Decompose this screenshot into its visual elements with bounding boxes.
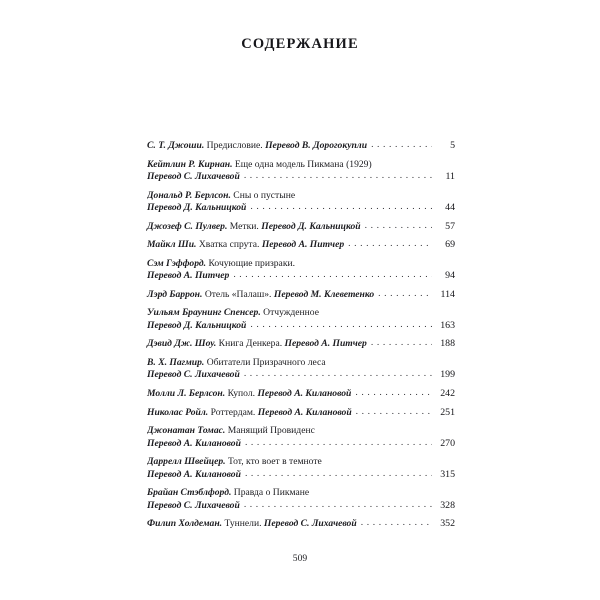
dot-leader — [244, 499, 432, 508]
toc-entry-text — [147, 221, 364, 233]
dot-leader — [348, 238, 432, 247]
toc-entry-text — [147, 500, 243, 512]
table-of-contents-list — [147, 140, 455, 537]
toc-entry-text — [147, 338, 370, 350]
toc-entry-page-number: 114 — [440, 288, 455, 300]
dot-leader — [244, 170, 432, 179]
dot-leader — [245, 437, 432, 446]
toc-entry-leader-line — [147, 320, 455, 332]
toc-entry-title: Туннели. — [224, 518, 262, 530]
toc-entry-leader-line — [147, 388, 455, 400]
toc-entry[interactable] — [147, 487, 455, 512]
dot-leader — [356, 406, 432, 415]
toc-entry-title: Еще одна модель Пикмана (1929) — [234, 158, 372, 170]
dot-leader — [371, 337, 432, 346]
toc-entry-leader-line — [147, 518, 455, 530]
toc-entry-author: Даррелл Швейцер. — [147, 456, 226, 468]
toc-entry-title: Роттердам. — [210, 406, 256, 418]
toc-entry-text — [147, 469, 244, 481]
toc-entry-title: Правда о Пикмане — [233, 487, 310, 499]
toc-entry[interactable] — [147, 140, 455, 152]
dot-leader — [245, 468, 432, 477]
toc-entry[interactable] — [147, 388, 455, 400]
toc-entry[interactable] — [147, 159, 455, 184]
toc-entry-leader-line — [147, 407, 455, 419]
toc-entry[interactable] — [147, 289, 455, 301]
toc-entry-translator: Перевод Д. Кальницкой — [147, 319, 247, 331]
toc-entry-page-number: 352 — [440, 518, 455, 530]
toc-entry-translator: Перевод С. Лихачевой — [147, 499, 240, 511]
toc-entry-text — [147, 140, 370, 152]
toc-entry-title: Тот, кто воет в темноте — [227, 456, 322, 468]
dot-leader — [233, 269, 432, 278]
toc-entry[interactable] — [147, 425, 455, 450]
toc-entry[interactable] — [147, 518, 455, 530]
toc-entry-page-number: 163 — [440, 319, 455, 331]
toc-entry-page-number: 242 — [440, 387, 455, 399]
toc-entry-page-number: 57 — [445, 220, 455, 232]
toc-entry[interactable] — [147, 307, 455, 332]
toc-entry-page-number: 5 — [450, 140, 455, 151]
dot-leader — [250, 201, 432, 210]
toc-entry-author: Молли Л. Берлсон. — [147, 387, 226, 399]
toc-entry-translator: Перевод Д. Кальницкой — [147, 202, 247, 213]
toc-entry-text — [147, 518, 360, 530]
toc-entry-title: Метки. — [229, 220, 259, 232]
dot-leader — [355, 387, 432, 396]
dot-leader — [365, 220, 432, 229]
toc-entry-page-number: 44 — [445, 202, 455, 213]
toc-entry-author: Джонатан Томас. — [147, 425, 226, 437]
toc-entry-author: Брайан Стэблфорд. — [147, 487, 232, 499]
toc-entry-title: Купол. — [227, 387, 256, 399]
dot-leader — [244, 368, 432, 377]
toc-entry-text — [147, 202, 249, 214]
dot-leader — [361, 517, 432, 526]
dot-leader — [250, 319, 432, 328]
toc-entry-leader-line — [147, 140, 455, 152]
toc-entry-title: Обитатели Призрачного леса — [206, 356, 326, 368]
toc-entry-author: Дэвид Дж. Шоу. — [147, 338, 217, 350]
toc-entry[interactable] — [147, 258, 455, 283]
toc-entry-leader-line — [147, 221, 455, 233]
dot-leader — [371, 139, 432, 148]
toc-entry-translator: Перевод А. Килановой — [257, 406, 352, 418]
toc-entry-leader-line — [147, 500, 455, 512]
toc-entry-text — [147, 171, 243, 183]
toc-entry-page-number: 11 — [445, 171, 455, 182]
toc-entry[interactable] — [147, 239, 455, 251]
page-title: СОДЕРЖАНИЕ — [241, 36, 359, 52]
toc-entry-translator: Перевод А. Питчер — [147, 270, 230, 282]
toc-entry-leader-line — [147, 289, 455, 301]
folio-page-number: 509 — [292, 553, 308, 564]
toc-entry-text — [147, 239, 347, 251]
toc-entry-text — [147, 407, 355, 419]
toc-entry-page-number: 315 — [440, 468, 455, 480]
toc-entry-page-number: 69 — [445, 239, 455, 251]
toc-entry-title: Отчужденное — [263, 307, 319, 319]
toc-entry[interactable] — [147, 190, 455, 215]
toc-entry-page-number: 270 — [440, 437, 455, 449]
toc-entry-translator: Перевод В. Дорогокупли — [265, 140, 368, 151]
toc-entry-translator: Перевод С. Лихачевой — [263, 518, 357, 530]
toc-entry-title: Отель «Палаш». — [204, 288, 272, 300]
toc-entry-translator: Перевод А. Питчер — [261, 239, 345, 251]
toc-entry-leader-line — [147, 369, 455, 381]
toc-entry-title: Хватка спрута. — [198, 239, 260, 251]
toc-entry-leader-line — [147, 171, 455, 183]
toc-entry-title: Манящий Провиденс — [227, 425, 315, 437]
toc-entry-author: С. Т. Джоши. — [147, 140, 205, 151]
toc-entry-author: Сэм Гэффорд. — [147, 257, 207, 269]
toc-entry-page-number: 251 — [440, 406, 455, 418]
toc-entry-text — [147, 438, 244, 450]
toc-entry-translator: Перевод С. Лихачевой — [147, 171, 240, 182]
toc-entry-translator: Перевод А. Килановой — [147, 468, 241, 480]
toc-entry-text — [147, 388, 354, 400]
toc-entry-title: Предисловие. — [206, 140, 263, 151]
toc-entry-translator: Перевод А. Килановой — [257, 387, 352, 399]
toc-entry-translator: Перевод Д. Кальницкой — [261, 220, 361, 232]
toc-entry-author: Дональд Р. Берлсон. — [147, 189, 231, 201]
toc-entry-title: Книга Денкера. — [218, 338, 283, 350]
toc-entry-leader-line — [147, 469, 455, 481]
toc-entry-author: Уильям Браунинг Спенсер. — [147, 307, 261, 319]
toc-entry[interactable] — [147, 456, 455, 481]
toc-entry-page-number: 188 — [440, 338, 455, 350]
toc-entry-translator: Перевод М. Клеветенко — [273, 288, 375, 300]
toc-entry-author: В. Х. Пагмир. — [147, 356, 205, 368]
toc-entry-translator: Перевод С. Лихачевой — [147, 369, 240, 381]
toc-entry-text — [147, 289, 377, 301]
toc-entry-leader-line — [147, 202, 455, 214]
toc-entry-text — [147, 270, 232, 282]
toc-entry-author: Джозеф С. Пулвер. — [147, 220, 228, 232]
toc-entry[interactable] — [147, 407, 455, 419]
toc-entry-author: Филип Холдеман. — [147, 518, 223, 530]
toc-entry-leader-line — [147, 239, 455, 251]
toc-entry[interactable] — [147, 357, 455, 382]
toc-entry-translator: Перевод А. Питчер — [284, 338, 367, 350]
toc-entry[interactable] — [147, 221, 455, 233]
toc-entry[interactable] — [147, 338, 455, 350]
toc-entry-page-number: 328 — [440, 499, 455, 511]
toc-entry-leader-line — [147, 438, 455, 450]
toc-entry-leader-line — [147, 270, 455, 282]
toc-entry-author: Николас Ройл. — [147, 406, 209, 418]
toc-entry-title: Кочующие призраки. — [208, 257, 296, 269]
toc-entry-author: Лэрд Баррон. — [147, 288, 203, 300]
toc-entry-page-number: 94 — [445, 270, 455, 282]
toc-entry-title: Сны о пустыне — [233, 189, 296, 201]
toc-entry-page-number: 199 — [440, 369, 455, 381]
toc-entry-translator: Перевод А. Килановой — [147, 437, 241, 449]
toc-entry-text — [147, 320, 249, 332]
dot-leader — [378, 288, 432, 297]
toc-entry-leader-line — [147, 338, 455, 350]
toc-entry-text — [147, 369, 243, 381]
toc-entry-author: Кейтлин Р. Кирнан. — [147, 158, 233, 170]
toc-entry-author: Майкл Ши. — [147, 239, 197, 251]
